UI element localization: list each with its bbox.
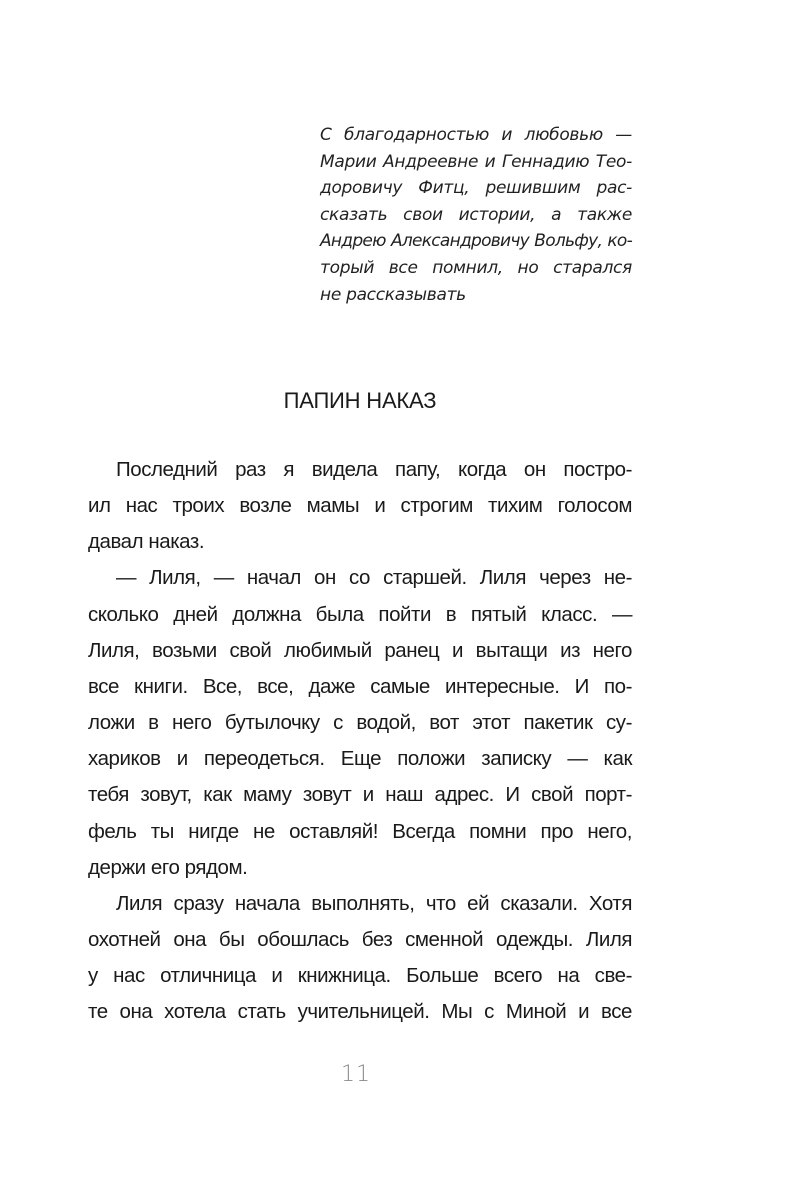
body-line: у нас отличница и книжница. Больше всего на све- — [88, 964, 632, 988]
epigraph — [320, 122, 632, 308]
epigraph-line: доровичу Фитц, решившим рас- — [320, 178, 632, 199]
body-line: Лиля сразу начала выполнять, что ей сказали. Хотя — [116, 891, 632, 915]
chapter-body — [88, 452, 632, 1031]
body-line: тебя зовут, как маму зовут и наш адрес. И свой порт- — [88, 783, 632, 807]
epigraph-line: торый все помнил, но старался — [320, 257, 632, 278]
body-line: Лиля, возьми свой любимый ранец и вытащи из него — [88, 638, 632, 662]
body-line: фель ты нигде не оставляй! Всегда помни про него, — [88, 819, 632, 843]
body-line: те она хотела стать учительницей. Мы с Миной и все — [88, 1000, 632, 1024]
body-line: — Лиля, — начал он со старшей. Лиля через не- — [116, 566, 632, 590]
chapter-title: ПАПИН НАКАЗ — [283, 388, 437, 413]
body-line: давал наказ. — [88, 530, 205, 554]
epigraph-line: Андрею Александровичу Вольфу, ко- — [320, 231, 632, 252]
epigraph-line: не рассказывать — [320, 284, 466, 305]
body-line: сколько дней должна была пойти в пятый класс. — — [88, 602, 632, 626]
body-line: держи его рядом. — [88, 855, 248, 879]
epigraph-line: Марии Андреевне и Геннадию Тео- — [320, 151, 632, 172]
body-line: хариков и переодеться. Еще положи записку — как — [88, 747, 632, 771]
epigraph-line: С благодарностью и любовью — — [320, 125, 632, 145]
body-line: охотней она бы обошлась без сменной одежды. Лиля — [88, 928, 632, 952]
page-number: 11 — [341, 1062, 371, 1087]
epigraph-line: сказать свои истории, а также — [320, 204, 632, 225]
body-line: все книги. Все, все, даже самые интересные. И по- — [88, 674, 632, 698]
body-line: ложи в него бутылочку с водой, вот этот пакетик су- — [88, 711, 632, 735]
body-line: ил нас троих возле мамы и строгим тихим голосом — [88, 494, 632, 518]
body-line: Последний раз я видела папу, когда он постро- — [116, 458, 632, 481]
